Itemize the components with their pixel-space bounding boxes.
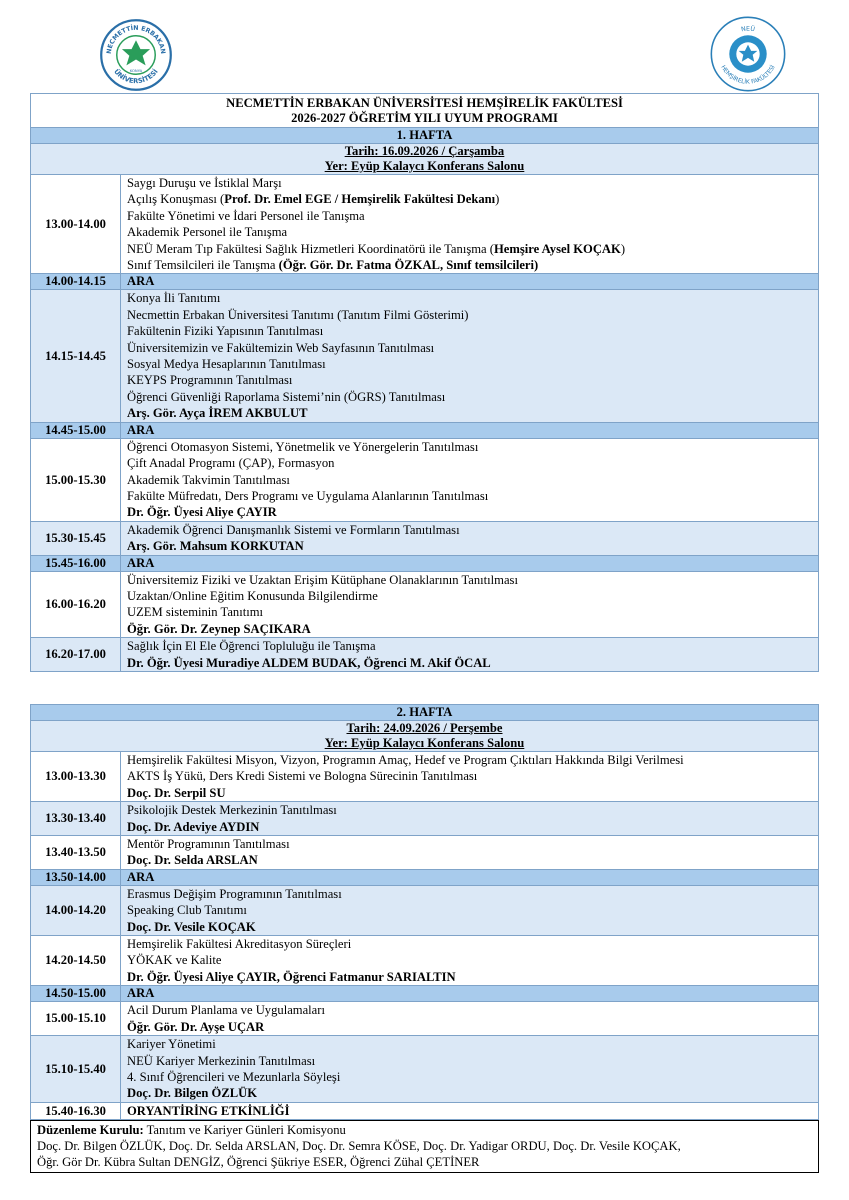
- line-text: Erasmus Değişim Programının Tanıtılması: [127, 886, 342, 901]
- line-text: Öğrenci Güvenliği Raporlama Sistemi’nin (ÖGRS) Tanıtılması: [127, 389, 446, 404]
- line-text: Hemşirelik Fakültesi Akreditasyon Süreçleri: [127, 937, 352, 952]
- break-label: ARA: [121, 555, 819, 571]
- break-row: [31, 422, 819, 438]
- session-line: [127, 257, 812, 273]
- line-text: Akademik Öğrenci Danışmanlık Sistemi ve Formların Tanıtılması: [127, 522, 460, 537]
- session-line: [127, 472, 812, 488]
- committee-name: Tanıtım ve Kariyer Günleri Komisyonu: [143, 1123, 346, 1138]
- week1-block: [30, 93, 819, 672]
- speaker-name: Doç. Dr. Serpil SU: [127, 785, 226, 800]
- session-line: [127, 1002, 812, 1018]
- line-text: Sosyal Medya Hesaplarının Tanıtılması: [127, 357, 326, 372]
- svg-text:HEMŞİRELİK FAKÜLTESİ: HEMŞİRELİK FAKÜLTESİ: [719, 64, 777, 86]
- session-row: [31, 521, 819, 555]
- week1-place: Yer: Eyüp Kalaycı Konferans Salonu: [324, 159, 525, 173]
- session-line: [127, 752, 812, 768]
- session-line: [127, 488, 812, 504]
- session-content: [121, 885, 819, 935]
- session-content: [121, 571, 819, 638]
- session-line: [127, 969, 812, 985]
- session-line: [127, 638, 812, 654]
- break-label: ARA: [121, 869, 819, 885]
- session-line: [127, 572, 812, 588]
- session-content: [121, 836, 819, 870]
- session-line: [127, 290, 812, 306]
- break-label: ARA: [121, 274, 819, 290]
- line-text: KEYPS Programının Tanıtılması: [127, 373, 293, 388]
- week2-block: [30, 704, 819, 1173]
- session-line: [127, 504, 812, 520]
- line-text: Acil Durum Planlama ve Uygulamaları: [127, 1003, 325, 1018]
- week2-table: [30, 704, 819, 1120]
- line-text: Hemşirelik Fakültesi Misyon, Vizyon, Programın Amaç, Hedef ve Program Çıktıları Hakkında Bilgi Verilmesi: [127, 753, 684, 767]
- speaker-name: Öğr. Gör. Dr. Ayşe UÇAR: [127, 1019, 265, 1034]
- speaker-name: Doç. Dr. Adeviye AYDIN: [127, 819, 260, 834]
- session-row: [31, 571, 819, 638]
- session-content: [121, 638, 819, 672]
- session-content: [121, 1002, 819, 1036]
- line-text: Akademik Takvimin Tanıtılması: [127, 472, 290, 487]
- week1-label: 1. HAFTA: [31, 128, 819, 144]
- session-line: [127, 919, 812, 935]
- session-time: 14.45-15.00: [31, 422, 121, 438]
- session-row: [31, 1102, 819, 1119]
- session-line: [127, 307, 812, 323]
- session-content: [121, 290, 819, 422]
- session-line: [127, 323, 812, 339]
- speaker-name: ORYANTİRİNG ETKİNLİĞİ: [127, 1103, 290, 1118]
- session-time: 14.20-14.50: [31, 936, 121, 986]
- session-time: 13.00-13.30: [31, 752, 121, 802]
- break-row: [31, 869, 819, 885]
- svg-text:NECMETTİN ERBAKAN: NECMETTİN ERBAKAN: [105, 24, 167, 55]
- session-line: [127, 852, 812, 868]
- session-line: [127, 819, 812, 835]
- session-line: [127, 224, 812, 240]
- speaker-name: Doç. Dr. Selda ARSLAN: [127, 853, 258, 868]
- speaker-name: Arş. Gör. Ayça İREM AKBULUT: [127, 406, 308, 421]
- session-row: [31, 936, 819, 986]
- session-time: 13.30-13.40: [31, 802, 121, 836]
- break-row: [31, 986, 819, 1002]
- session-line: [127, 455, 812, 471]
- speaker-name: Prof. Dr. Emel EGE / Hemşirelik Fakültesi Dekanı: [224, 192, 496, 207]
- session-line: [127, 1053, 812, 1069]
- speaker-name: Doç. Dr. Vesile KOÇAK: [127, 919, 256, 934]
- session-time: 13.50-14.00: [31, 869, 121, 885]
- session-line: [127, 1036, 812, 1052]
- session-line: [127, 655, 812, 671]
- document-subtitle: 2026-2027 ÖĞRETİM YILI UYUM PROGRAMI: [291, 111, 558, 125]
- session-line: [127, 405, 812, 421]
- university-logo: [99, 18, 173, 92]
- session-time: 14.00-14.15: [31, 274, 121, 290]
- session-time: 14.50-15.00: [31, 986, 121, 1002]
- speaker-name: Öğr. Gör. Dr. Zeynep SAÇIKARA: [127, 621, 311, 636]
- session-line: [127, 621, 812, 637]
- week2-date: Tarih: 24.09.2026 / Perşembe: [346, 721, 503, 735]
- session-time: 15.00-15.10: [31, 1002, 121, 1036]
- speaker-name: Dr. Öğr. Üyesi Muradiye ALDEM BUDAK, Öğrenci M. Akif ÖCAL: [127, 655, 491, 670]
- session-line: [127, 952, 812, 968]
- svg-text:NEÜ: NEÜ: [740, 25, 756, 34]
- line-text: Açılış Konuşması (: [127, 192, 225, 207]
- line-text: Fakülte Müfredatı, Ders Programı ve Uygulama Alanlarının Tanıtılması: [127, 488, 489, 503]
- week1-table: [30, 93, 819, 672]
- svg-text:ÜNİVERSİTESİ: ÜNİVERSİTESİ: [112, 67, 160, 86]
- session-line: [127, 439, 812, 455]
- session-time: 14.15-14.45: [31, 290, 121, 422]
- break-label: ARA: [121, 422, 819, 438]
- session-line: [127, 836, 812, 852]
- session-row: [31, 438, 819, 521]
- session-time: 15.00-15.30: [31, 438, 121, 521]
- week2-place: Yer: Eyüp Kalaycı Konferans Salonu: [324, 736, 525, 750]
- session-content: [121, 438, 819, 521]
- session-line: [127, 802, 812, 818]
- session-line: [127, 604, 812, 620]
- break-row: [31, 274, 819, 290]
- speaker-name: Doç. Dr. Bilgen ÖZLÜK: [127, 1086, 258, 1101]
- speaker-name: (Öğr. Gör. Dr. Fatma ÖZKAL, Sınıf temsilcileri): [278, 258, 539, 273]
- session-line: [127, 340, 812, 356]
- line-text: Üniversitemiz Fiziki ve Uzaktan Erişim Kütüphane Olanaklarının Tanıtılması: [127, 572, 518, 587]
- session-time: 15.30-15.45: [31, 521, 121, 555]
- session-time: 15.10-15.40: [31, 1036, 121, 1103]
- line-text: Akademik Personel ile Tanışma: [127, 225, 288, 240]
- session-line: [127, 902, 812, 918]
- line-text: Fakülte Yönetimi ve İdari Personel ile Tanışma: [127, 208, 365, 223]
- session-row: [31, 836, 819, 870]
- session-content: [121, 802, 819, 836]
- line-text: Konya İli Tanıtımı: [127, 291, 221, 306]
- committee-members-2: Öğr. Gör Dr. Kübra Sultan DENGİZ, Öğrenci Şükriye ESER, Öğrenci Zühal ÇETİNER: [37, 1155, 480, 1170]
- session-row: [31, 752, 819, 802]
- session-line: [127, 785, 812, 801]
- session-time: 15.45-16.00: [31, 555, 121, 571]
- session-line: [127, 389, 812, 405]
- session-content: [121, 521, 819, 555]
- line-text: NEÜ Meram Tıp Fakültesi Sağlık Hizmetleri Koordinatörü ile Tanışma (: [127, 241, 494, 256]
- session-row: [31, 1002, 819, 1036]
- svg-text:KONYA: KONYA: [129, 69, 143, 74]
- line-text: Üniversitemizin ve Fakültemizin Web Sayfasının Tanıtılması: [127, 340, 435, 355]
- line-text: Necmettin Erbakan Üniversitesi Tanıtımı (Tanıtım Filmi Gösterimi): [127, 307, 469, 322]
- session-line: [127, 522, 812, 538]
- session-row: [31, 638, 819, 672]
- line-suffix: ): [620, 241, 626, 256]
- session-line: [127, 1019, 812, 1035]
- session-row: [31, 1036, 819, 1103]
- line-text: Sınıf Temsilcileri ile Tanışma: [127, 258, 279, 273]
- session-time: 14.00-14.20: [31, 885, 121, 935]
- session-line: [127, 356, 812, 372]
- session-line: [127, 588, 812, 604]
- session-line: [127, 936, 812, 952]
- line-text: UZEM sisteminin Tanıtımı: [127, 605, 264, 620]
- line-suffix: ): [495, 192, 500, 207]
- line-text: Fakültenin Fiziki Yapısının Tanıtılması: [127, 324, 324, 339]
- line-text: NEÜ Kariyer Merkezinin Tanıtılması: [127, 1053, 316, 1068]
- line-text: Uzaktan/Online Eğitim Konusunda Bilgilendirme: [127, 588, 378, 603]
- session-line: [127, 191, 812, 207]
- speaker-name: Dr. Öğr. Üyesi Aliye ÇAYIR, Öğrenci Fatmanur SARIALTIN: [127, 969, 456, 984]
- session-content: [121, 175, 819, 274]
- session-row: [31, 885, 819, 935]
- speaker-name: Hemşire Aysel KOÇAK: [493, 241, 621, 256]
- line-text: AKTS İş Yükü, Ders Kredi Sistemi ve Bologna Sürecinin Tanıtılması: [127, 769, 478, 784]
- session-line: [127, 175, 812, 191]
- speaker-name: Dr. Öğr. Üyesi Aliye ÇAYIR: [127, 505, 277, 520]
- session-line: [127, 208, 812, 224]
- committee-label: Düzenleme Kurulu:: [37, 1123, 144, 1138]
- session-line: [127, 372, 812, 388]
- break-row: [31, 555, 819, 571]
- session-row: [31, 175, 819, 274]
- line-text: Saygı Duruşu ve İstiklal Marşı: [127, 176, 282, 190]
- line-text: Kariyer Yönetimi: [127, 1037, 216, 1052]
- session-time: 15.40-16.30: [31, 1102, 121, 1119]
- line-text: Mentör Programının Tanıtılması: [127, 837, 290, 852]
- line-text: Öğrenci Otomasyon Sistemi, Yönetmelik ve Yönergelerin Tanıtılması: [127, 439, 479, 454]
- week1-date: Tarih: 16.09.2026 / Çarşamba: [344, 144, 505, 158]
- session-line: [127, 768, 812, 784]
- week2-label: 2. HAFTA: [31, 705, 819, 721]
- document-title: NECMETTİN ERBAKAN ÜNİVERSİTESİ HEMŞİRELİK FAKÜLTESİ: [226, 96, 623, 110]
- session-line: [127, 241, 812, 257]
- line-text: 4. Sınıf Öğrencileri ve Mezunlarla Söyleşi: [127, 1069, 341, 1084]
- committee-members-1: Doç. Dr. Bilgen ÖZLÜK, Doç. Dr. Selda ARSLAN, Doç. Dr. Semra KÖSE, Doç. Dr. Yadigar ORDU, Doç. Dr. Vesile KOÇAK,: [37, 1139, 681, 1154]
- faculty-logo: [709, 14, 787, 94]
- session-row: [31, 802, 819, 836]
- line-text: YÖKAK ve Kalite: [127, 953, 222, 968]
- session-time: 13.00-14.00: [31, 175, 121, 274]
- session-line: [127, 1085, 812, 1101]
- session-content: [121, 1102, 819, 1119]
- session-line: [127, 1103, 812, 1119]
- session-time: 16.20-17.00: [31, 638, 121, 672]
- speaker-name: Arş. Gör. Mahsum KORKUTAN: [127, 539, 304, 554]
- line-text: Speaking Club Tanıtımı: [127, 903, 247, 918]
- session-line: [127, 886, 812, 902]
- session-line: [127, 538, 812, 554]
- line-text: Çift Anadal Programı (ÇAP), Formasyon: [127, 456, 335, 471]
- session-time: 16.00-16.20: [31, 571, 121, 638]
- session-time: 13.40-13.50: [31, 836, 121, 870]
- session-content: [121, 1036, 819, 1103]
- line-text: Sağlık İçin El Ele Öğrenci Topluluğu ile Tanışma: [127, 639, 376, 654]
- line-text: Psikolojik Destek Merkezinin Tanıtılması: [127, 803, 337, 818]
- session-content: [121, 752, 819, 802]
- session-row: [31, 290, 819, 422]
- organizing-committee: [30, 1120, 819, 1173]
- session-line: [127, 1069, 812, 1085]
- session-content: [121, 936, 819, 986]
- break-label: ARA: [121, 986, 819, 1002]
